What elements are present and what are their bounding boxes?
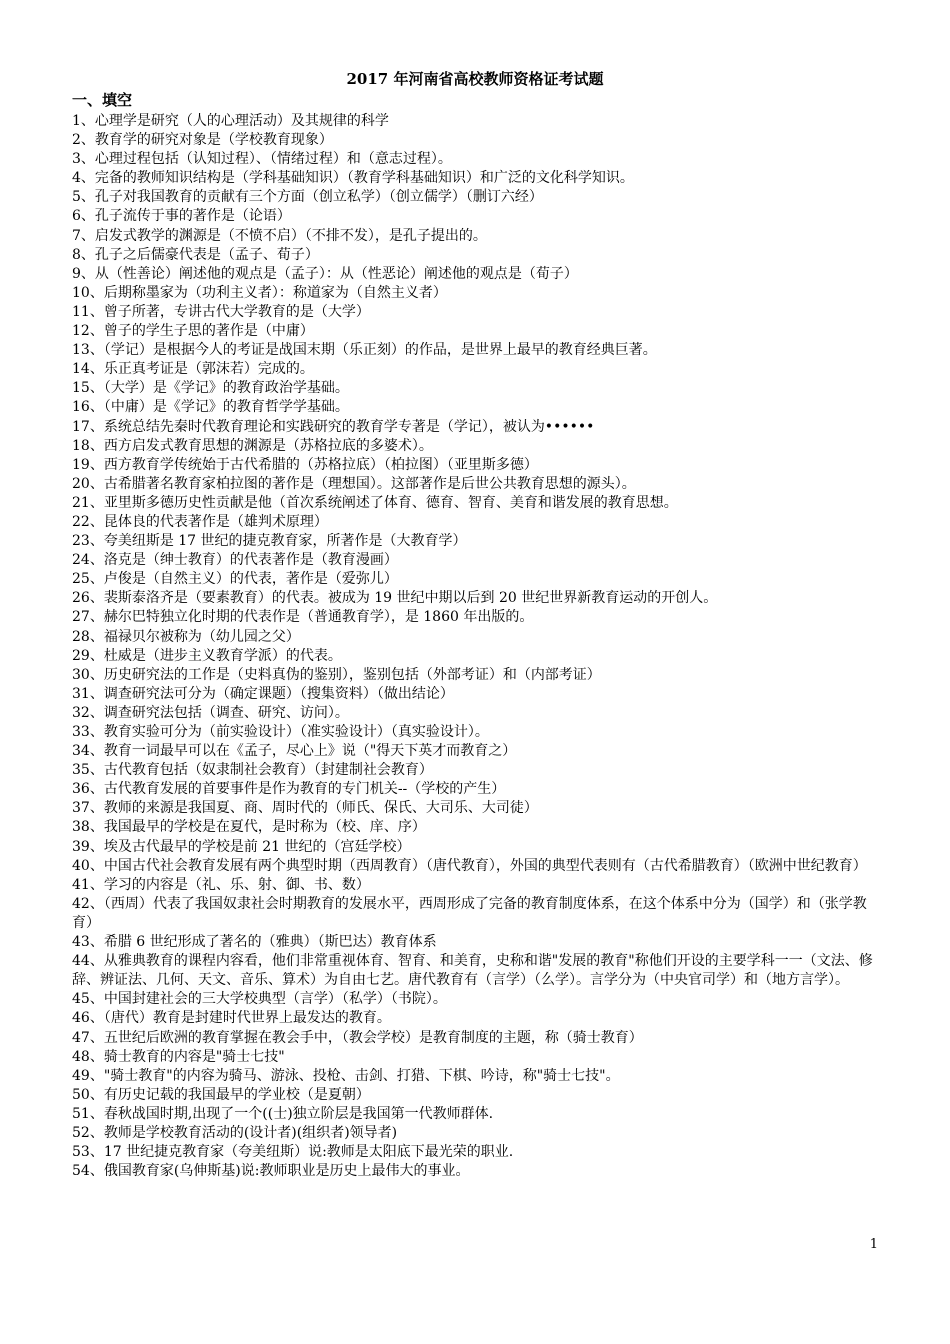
list-item: 22、昆体良的代表著作是（雄判术原理） bbox=[72, 513, 328, 530]
list-item: 31、调查研究法可分为（确定课题）（搜集资料）（做出结论） bbox=[72, 685, 454, 702]
list-item: 39、埃及古代最早的学校是前 21 世纪的（宫廷学校） bbox=[72, 838, 411, 855]
list-item: 35、古代教育包括（奴隶制社会教育）（封建制社会教育） bbox=[72, 762, 433, 779]
list-item: 51、春秋战国时期,出现了一个((士)独立阶层是我国第一代教师群体. bbox=[72, 1105, 494, 1122]
list-item: 17、系统总结先秦时代教育理论和实践研究的教育学专著是（学记），被认为•••••• bbox=[72, 418, 595, 435]
list-item: 53、17 世纪捷克教育家（夸美纽斯）说:教师是太阳底下最光荣的职业. bbox=[72, 1144, 514, 1161]
list-item: 32、调查研究法包括（调查、研究、访问）。 bbox=[72, 704, 349, 721]
list-item: 23、夸美纽斯是 17 世纪的捷克教育家，所著作是（大教育学） bbox=[72, 533, 467, 550]
list-item: 1、心理学是研究（人的心理活动）及其规律的科学 bbox=[72, 113, 389, 129]
list-item: 49、"骑士教育"的内容为骑马、游泳、投枪、击剑、打猎、下棋、吟诗，称"骑士七技"。 bbox=[72, 1067, 620, 1084]
item-list bbox=[72, 112, 884, 1181]
list-item: 3、心理过程包括（认知过程）、（情绪过程）和（意志过程）。 bbox=[72, 151, 452, 168]
list-item: 20、古希腊著名教育家柏拉图的著作是（理想国）。这部著作是后世公共教育思想的源头）。 bbox=[72, 475, 636, 492]
list-item: 5、孔子对我国教育的贡献有三个方面（创立私学）（创立儒学）（删订六经） bbox=[72, 189, 543, 206]
list-item: 43、希腊 6 世纪形成了著名的（雅典）（斯巴达）教育体系 bbox=[72, 934, 437, 951]
list-item: 9、从（性善论）阐述他的观点是（孟子）：从（性恶论）阐述他的观点是（荀子） bbox=[72, 265, 578, 282]
list-item: 12、曾子的学生子思的著作是（中庸） bbox=[72, 323, 314, 340]
list-item: 33、教育实验可分为（前实验设计）（准实验设计）（真实验设计）。 bbox=[72, 724, 489, 740]
list-item: 18、西方启发式教育思想的渊源是（苏格拉底的多婆术）。 bbox=[72, 437, 433, 454]
list-item: 41、学习的内容是（礼、乐、射、御、书、数） bbox=[72, 876, 370, 893]
list-item: 19、西方教育学传统始于古代希腊的（苏格拉底）（柏拉图）（亚里斯多德） bbox=[72, 456, 538, 473]
list-item: 7、启发式教学的渊源是（不愤不启）（不排不发），是孔子提出的。 bbox=[72, 227, 487, 244]
list-item: 40、中国古代社会教育发展有两个典型时期（西周教育）（唐代教育），外国的典型代表则有（古代希腊教育）（欧洲中世纪教育） bbox=[72, 857, 867, 874]
list-item: 54、俄国教育家(乌伸斯基)说:教师职业是历史上最伟大的事业。 bbox=[72, 1163, 470, 1180]
list-item: 16、（中庸）是《学记》的教育哲学学基础。 bbox=[72, 399, 349, 416]
list-item: 27、赫尔巴特独立化时期的代表作是（普通教育学），是 1860 年出版的。 bbox=[72, 609, 534, 626]
section-heading: 一、填空 bbox=[72, 91, 133, 109]
list-item: 6、孔子流传于事的著作是（论语） bbox=[72, 208, 291, 225]
list-item: 28、福禄贝尔被称为（幼儿园之父） bbox=[72, 628, 300, 645]
list-item: 52、教师是学校教育活动的(设计者)(组织者)领导者) bbox=[72, 1124, 398, 1141]
list-item: 45、中国封建社会的三大学校典型（言学）（私学）（书院）。 bbox=[72, 991, 447, 1008]
list-item: 4、完备的教师知识结构是（学科基础知识）（教育学科基础知识）和广泛的文化科学知识。 bbox=[72, 170, 634, 187]
list-item: 26、裴斯泰洛齐是（要素教育）的代表。被成为 19 世纪中期以后到 20 世纪世界新教育运动的开创人。 bbox=[72, 590, 718, 607]
list-item: 24、洛克是（绅士教育）的代表著作是（教育漫画） bbox=[72, 552, 398, 569]
list-item: 13、（学记）是根据今人的考证是战国末期（乐正刻）的作品，是世界上最早的教育经典巨著。 bbox=[72, 342, 657, 359]
list-item: 11、曾子所著，专讲古代大学教育的是（大学） bbox=[72, 303, 370, 320]
list-item: 50、有历史记载的我国最早的学业校（是夏朝） bbox=[72, 1086, 370, 1103]
list-item: 29、杜威是（进步主义教育学派）的代表。 bbox=[72, 647, 342, 664]
list-item: 15、（大学）是《学记》的教育政治学基础。 bbox=[72, 380, 349, 397]
list-item: 21、亚里斯多德历史性贡献是他（首次系统阐述了体育、德育、智育、美育和谐发展的教育思想。 bbox=[72, 494, 678, 511]
list-item: 36、古代教育发展的首要事件是作为教育的专门机关--（学校的产生） bbox=[72, 781, 506, 798]
list-item: 46、（唐代）教育是封建时代世界上最发达的教育。 bbox=[72, 1010, 391, 1027]
list-item: 34、教育一词最早可以在《孟子，尽心上》说（"得天下英才而教育之） bbox=[72, 743, 517, 760]
list-item: 2、教育学的研究对象是（学校教育现象） bbox=[72, 132, 333, 149]
list-item: 14、乐正真考证是（郭沫若）完成的。 bbox=[72, 361, 314, 378]
list-item: 25、卢俊是（自然主义）的代表，著作是（爱弥儿） bbox=[72, 571, 398, 588]
list-item: 48、骑士教育的内容是"骑士七技" bbox=[72, 1048, 285, 1065]
list-item: 10、后期称墨家为（功利主义者）：称道家为（自然主义者） bbox=[72, 284, 447, 301]
list-item: 37、教师的来源是我国夏、商、周时代的（师氏、保氏、大司乐、大司徒） bbox=[72, 800, 538, 817]
list-item: 8、孔子之后儒豪代表是（孟子、荀子） bbox=[72, 246, 319, 263]
list-item: 30、历史研究法的工作是（史料真伪的鉴别），鉴别包括（外部考证）和（内部考证） bbox=[72, 666, 601, 683]
list-item: 42、（西周）代表了我国奴隶社会时期教育的发展水平，西周形成了完备的教育制度体系，在这个体系中分为（国学）和（张学教育） bbox=[72, 895, 867, 931]
list-item: 47、五世纪后欧洲的教育掌握在教会手中，（教会学校）是教育制度的主题，称（骑士教育） bbox=[72, 1029, 643, 1046]
list-item: 38、我国最早的学校是在夏代，是时称为（校、庠、序） bbox=[72, 819, 426, 836]
list-item: 44、从雅典教育的课程内容看，他们非常重视体育、智育、和美育，史称和谐"发展的教育"称他们开设的主要学科一一（文法、修辞、辨证法、几何、天文、音乐、算术）为自由七艺。唐代教育有（言学）（么学）。言学分为（中央官司学）和（地方言学）。 bbox=[72, 953, 873, 989]
page-number: 1 bbox=[869, 1237, 878, 1252]
page-title: 2017 年河南省高校教师资格证考试题 bbox=[346, 70, 604, 88]
